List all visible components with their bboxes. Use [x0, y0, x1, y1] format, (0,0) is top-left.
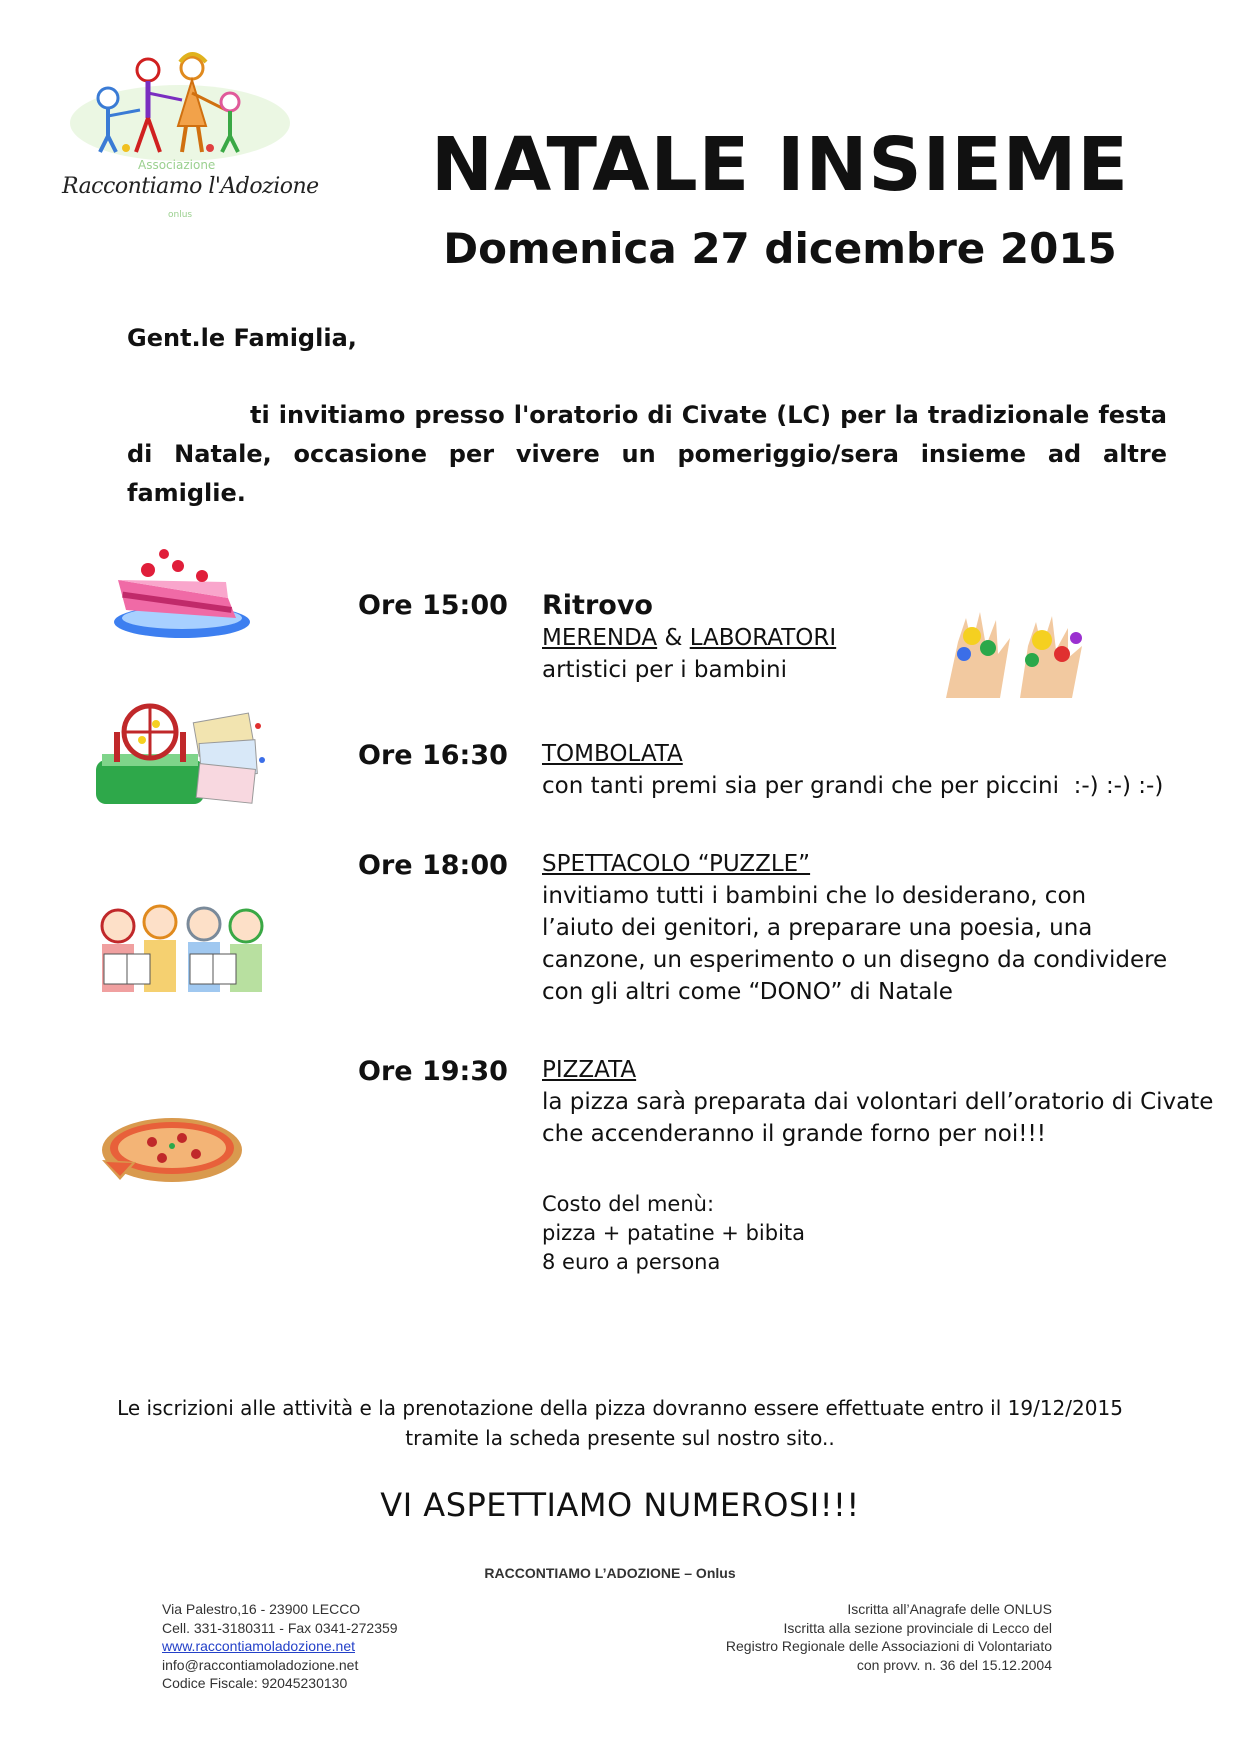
bingo-cage-icon	[92, 696, 268, 814]
footer-email: info@raccontiamoladozione.net	[162, 1656, 359, 1673]
schedule-time: Ore 16:30	[358, 740, 508, 771]
event-date: Domenica 27 dicembre 2015	[443, 224, 1117, 273]
registration-note-line: tramite la scheda presente sul nostro sito..	[405, 1426, 835, 1450]
intro-paragraph: ti invitiamo presso l'oratorio di Civate (LC) per la tradizionale festa di Natale, occasione per vivere un pomeriggio/sera insieme ad altre famiglie.	[127, 401, 1167, 507]
schedule-title: Ritrovo	[542, 590, 653, 621]
registration-note-line: Le iscrizioni alle attività e la prenotazione della pizza dovranno essere effettuate entro il 19/12/2015	[117, 1396, 1123, 1420]
schedule-line	[542, 622, 836, 654]
schedule-item	[542, 848, 1167, 1008]
ampersand: &	[664, 625, 683, 651]
schedule-line: con tanti premi sia per grandi che per piccini :-) :-) :-)	[542, 773, 1164, 799]
schedule-title: PIZZATA	[542, 1057, 637, 1083]
painted-hands-icon	[936, 598, 1092, 698]
activity-merenda: MERENDA	[542, 625, 658, 651]
schedule-line: invitiamo tutti i bambini che lo desiderano, con	[542, 883, 1087, 909]
family-drawing-icon	[60, 48, 310, 168]
greeting: Gent.le Famiglia,	[127, 324, 357, 352]
footer-title: RACCONTIAMO L’ADOZIONE – Onlus	[484, 1565, 736, 1581]
schedule-item	[542, 1054, 1213, 1150]
schedule-item	[542, 738, 1163, 802]
footer-address: Via Palestro,16 - 23900 LECCO	[162, 1601, 361, 1617]
footer-tax-code: Codice Fiscale: 92045230130	[162, 1675, 348, 1691]
cake-slice-icon	[108, 542, 252, 642]
schedule-time: Ore 18:00	[358, 850, 508, 881]
pizza-icon	[96, 1110, 244, 1190]
logo-name: Raccontiamo l'Adozione	[62, 174, 319, 199]
schedule-line: canzone, un esperimento o un disegno da condividere	[542, 947, 1168, 973]
schedule-time: Ore 19:30	[358, 1056, 508, 1087]
schedule-line: artistici per i bambini	[542, 657, 787, 683]
schedule-line: con gli altri come “DONO” di Natale	[542, 979, 953, 1005]
schedule-item	[542, 590, 836, 686]
cost-price: 8 euro a persona	[542, 1250, 721, 1274]
footer-registration-line: con provv. n. 36 del 15.12.2004	[856, 1656, 1052, 1673]
schedule-line: la pizza sarà preparata dai volontari dell’oratorio di Civate	[542, 1089, 1214, 1115]
menu-cost	[542, 1190, 805, 1277]
closing-message: VI ASPETTIAMO NUMEROSI!!!	[380, 1486, 860, 1524]
schedule-title: TOMBOLATA	[542, 741, 683, 767]
footer-registration	[600, 1600, 1052, 1674]
cost-items: pizza + patatine + bibita	[542, 1221, 806, 1245]
page-title: NATALE INSIEME	[431, 122, 1129, 208]
schedule-time: Ore 15:00	[358, 590, 508, 621]
footer-contacts	[162, 1600, 398, 1693]
footer-registration-line: Iscritta alla sezione provinciale di Lecco del	[783, 1619, 1052, 1636]
schedule-title: SPETTACOLO “PUZZLE”	[542, 851, 811, 877]
cost-label: Costo del menù:	[542, 1192, 715, 1216]
logo-association-label: Associazione	[138, 158, 216, 172]
footer-registration-line: Iscritta all’Anagrafe delle ONLUS	[847, 1601, 1052, 1617]
footer-phone: Cell. 331-3180311 - Fax 0341-272359	[162, 1619, 398, 1636]
registration-note	[60, 1393, 1180, 1453]
logo-onlus-label: onlus	[168, 210, 193, 220]
schedule-line: che accenderanno il grande forno per noi!!!	[542, 1121, 1046, 1147]
association-logo	[60, 48, 319, 228]
website-link[interactable]: www.raccontiamoladozione.net	[162, 1638, 355, 1654]
activity-laboratori: LABORATORI	[689, 625, 837, 651]
schedule-line: l’aiuto dei genitori, a preparare una poesia, una	[542, 915, 1093, 941]
footer-registration-line: Registro Regionale delle Associazioni di Volontariato	[725, 1638, 1052, 1654]
singing-children-icon	[94, 898, 270, 1008]
